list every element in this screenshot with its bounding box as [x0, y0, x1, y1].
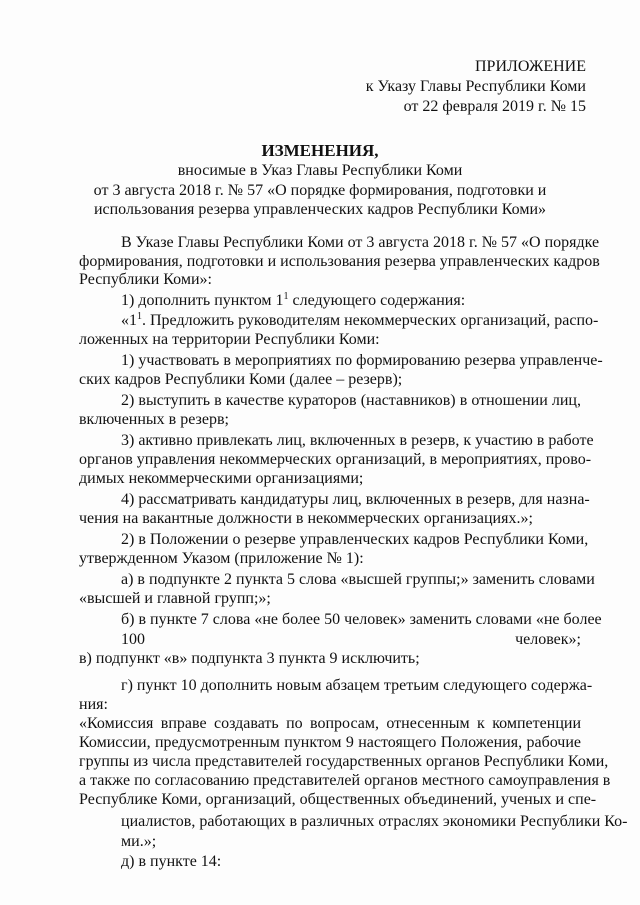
body-line: Республике Коми, организаций, общественных объединений, ученых и спе- — [79, 791, 597, 808]
body-line: чения на вакантные должности в некоммерческих организациях.»; — [79, 510, 533, 527]
document-title: ИЗМЕНЕНИЯ, — [261, 141, 379, 160]
body-line: 100 человек»; — [121, 631, 581, 648]
body-line: б) в пункте 7 слова «не более 50 человек» заменить словами «не более — [121, 611, 602, 628]
body-line: ния: — [79, 696, 108, 713]
body-line: В Указе Главы Республики Коми от 3 августа 2018 г. № 57 «О порядке — [121, 234, 600, 251]
body-line: 2) выступить в качестве кураторов (наставников) в отношении лиц, — [121, 392, 581, 409]
body-line: «Комиссия вправе создавать по вопросам, отнесенным к компетенции — [79, 715, 581, 732]
body-line: ских кадров Республики Коми (далее – резерв); — [79, 371, 403, 388]
appendix-title: ПРИЛОЖЕНИЕ — [474, 58, 586, 75]
body-line: Республики Коми»: — [79, 271, 212, 288]
appendix-date: от 22 февраля 2019 г. № 15 — [403, 98, 586, 115]
body-line: д) в пункте 14: — [121, 853, 222, 870]
body-line: циалистов, работающих в различных отраслях экономики Республики Ко- — [121, 813, 628, 830]
body-line: формирования, подготовки и использования резерва управленческих кадров — [79, 253, 600, 270]
body-line: в) подпункт «в» подпункта 3 пункта 9 исключить; — [79, 650, 420, 667]
body-line: а также по согласованию представителей органов местного самоуправления в — [79, 772, 611, 789]
body-line: 2) в Положении о резерве управленческих кадров Республики Коми, — [121, 531, 589, 548]
body-line: 1) дополнить пунктом $1^1$ следующего содержания: — [121, 291, 466, 309]
body-line: ложенных на территории Республики Коми: — [79, 331, 380, 348]
body-line: 4) рассматривать кандидатуры лиц, включенных в резерв, для назна- — [121, 491, 590, 508]
body-line: 1) участвовать в мероприятиях по формированию резерва управленче- — [121, 352, 603, 369]
body-line: «высшей и главной групп;»; — [79, 590, 271, 607]
body-line: ми.»; — [121, 833, 157, 850]
body-line: 3) активно привлекать лиц, включенных в резерв, к участию в работе — [121, 432, 594, 449]
document-subtitle-3: использования резерва управленческих кадров Республики Коми» — [93, 201, 547, 218]
body-line: а) в подпункте 2 пункта 5 слова «высшей группы;» заменить словами — [121, 571, 595, 588]
appendix-reference: к Указу Главы Республики Коми — [365, 78, 586, 95]
body-line: органов управления некоммерческих организаций, в мероприятиях, прово- — [79, 451, 592, 468]
body-line: утвержденном Указом (приложение № 1): — [79, 550, 364, 567]
body-line: группы из числа представителей государственных органов Республики Коми, — [79, 753, 609, 770]
document-subtitle-1: вносимые в Указ Главы Республики Коми — [177, 162, 463, 179]
document-subtitle-2: от 3 августа 2018 г. № 57 «О порядке формирования, подготовки и — [93, 182, 547, 199]
body-line: Комиссии, предусмотренным пунктом 9 настоящего Положения, рабочие — [79, 734, 581, 751]
body-line: «$1^1$. Предложить руководителям некоммерческих организаций, распо- — [121, 311, 599, 329]
body-line: включенных в резерв; — [79, 411, 229, 428]
body-line: димых некоммерческими организациями; — [79, 470, 364, 487]
body-line: г) пункт 10 дополнить новым абзацем третьим следующего содержа- — [121, 677, 593, 694]
